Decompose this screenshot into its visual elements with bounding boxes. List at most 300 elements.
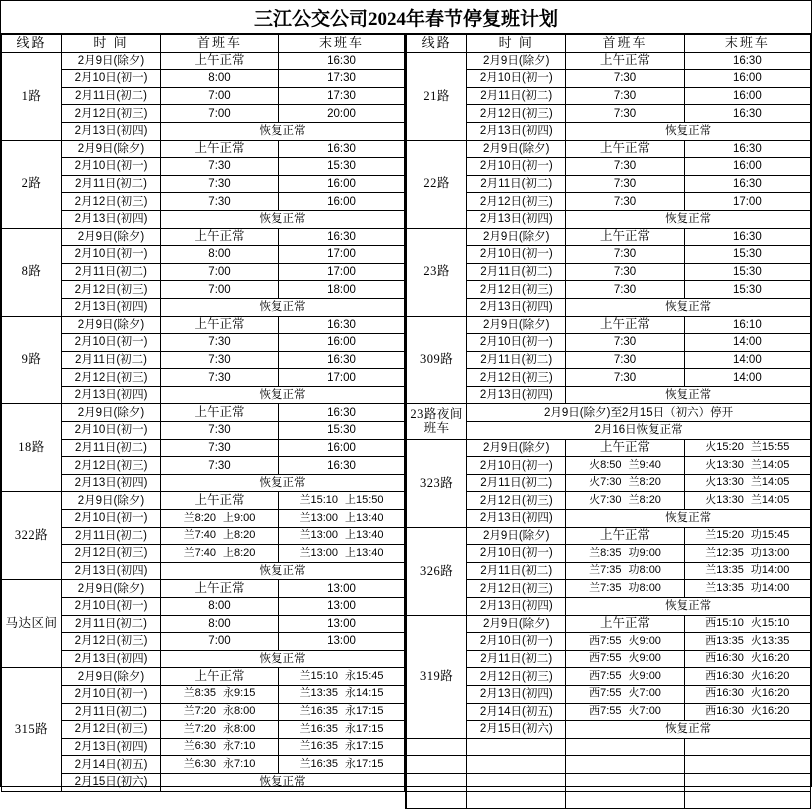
time-pair [566, 706, 683, 718]
time-pair [566, 671, 683, 683]
time-pair [161, 548, 278, 560]
time-segment: 上8:20 [223, 529, 256, 542]
time-segment: 永7:10 [223, 740, 256, 753]
last-bus-cell: 16:30 [684, 175, 810, 193]
empty-cell [467, 773, 566, 791]
time-segment: 兰7:20 [183, 722, 216, 735]
table-row [2, 650, 405, 668]
first-bus-cell: 上午正常 [566, 140, 684, 158]
last-bus-cell [279, 685, 405, 703]
time-pair [566, 583, 683, 595]
col-header-time: 时 间 [62, 35, 161, 53]
first-bus-cell: 7:30 [566, 105, 684, 123]
first-bus-cell [161, 510, 279, 528]
time-segment: 兰12:35 [705, 546, 744, 559]
table-row [2, 404, 405, 422]
date-cell: 2月12日(初三) [467, 193, 566, 211]
last-bus-cell: 16:30 [684, 105, 810, 123]
time-segment: 火7:30 [589, 493, 622, 506]
empty-cell [566, 756, 684, 774]
table-row [407, 791, 811, 809]
date-cell: 2月12日(初三) [62, 633, 161, 651]
time-segment: 永17:15 [345, 722, 384, 735]
date-cell: 2月13日(初四) [62, 298, 161, 316]
first-bus-cell [566, 633, 684, 651]
time-segment: 永14:15 [345, 687, 384, 700]
time-segment: 火13:30 [705, 458, 744, 471]
time-segment: 火16:20 [750, 652, 790, 665]
resume-normal-note: 恢复正常 [161, 298, 405, 316]
route-label: 18路 [2, 404, 62, 492]
date-cell: 2月10日(初一) [62, 334, 161, 352]
date-cell: 2月15日(初六) [467, 721, 566, 739]
table-row [407, 738, 811, 756]
table-row [407, 175, 811, 193]
route-label-line: 23路夜间 [410, 407, 463, 422]
table-row [407, 492, 811, 510]
time-segment: 功14:00 [750, 564, 790, 577]
col-header-first-bus: 首班车 [161, 35, 279, 53]
table-row [2, 773, 405, 791]
resume-normal-note: 恢复正常 [566, 510, 811, 528]
table-row [407, 52, 811, 70]
empty-cell [566, 791, 684, 809]
date-cell: 2月10日(初一) [467, 334, 566, 352]
route-label: 马达区间 [2, 580, 62, 668]
time-segment: 兰16:35 [299, 705, 338, 718]
resume-normal-note: 恢复正常 [161, 210, 405, 228]
table-row [2, 457, 405, 475]
date-cell: 2月14日(初五) [62, 756, 161, 774]
table-row [407, 316, 811, 334]
table-row [2, 158, 405, 176]
date-cell: 2月12日(初三) [467, 668, 566, 686]
table-row [407, 246, 811, 264]
empty-cell [566, 773, 684, 791]
date-cell: 2月13日(初四) [62, 650, 161, 668]
route-label: 21路 [407, 52, 467, 140]
time-segment: 兰16:35 [299, 722, 338, 735]
date-cell: 2月9日(除夕) [467, 439, 566, 457]
first-bus-cell: 上午正常 [161, 668, 279, 686]
time-segment: 兰13:35 [299, 687, 338, 700]
time-pair [685, 618, 810, 630]
time-segment: 功14:00 [750, 581, 790, 594]
first-bus-cell: 7:30 [566, 193, 684, 211]
resume-normal-note: 恢复正常 [566, 210, 811, 228]
time-segment: 西16:30 [705, 687, 744, 700]
time-pair [279, 530, 404, 542]
table-row [407, 457, 811, 475]
time-segment: 兰8:35 [589, 546, 622, 559]
time-segment: 西13:35 [705, 634, 744, 647]
time-segment: 火16:20 [750, 687, 790, 700]
date-cell: 2月13日(初四) [467, 685, 566, 703]
time-segment: 兰7:40 [183, 529, 216, 542]
table-row [407, 633, 811, 651]
time-segment: 火15:20 [705, 441, 744, 454]
date-cell: 2月10日(初一) [62, 422, 161, 440]
last-bus-cell: 17:30 [279, 70, 405, 88]
date-cell: 2月10日(初一) [62, 158, 161, 176]
table-row [2, 510, 405, 528]
date-cell: 2月10日(初一) [62, 510, 161, 528]
table-row [407, 105, 811, 123]
time-segment: 西16:30 [705, 705, 744, 718]
time-segment: 火13:35 [750, 634, 790, 647]
table-row [407, 703, 811, 721]
last-bus-cell: 16:30 [684, 228, 810, 246]
table-row [2, 474, 405, 492]
first-bus-cell: 上午正常 [161, 316, 279, 334]
table-row [2, 386, 405, 404]
time-pair [161, 706, 278, 718]
time-segment: 兰14:05 [750, 458, 790, 471]
table-row [2, 439, 405, 457]
left-schedule-table [1, 34, 405, 792]
first-bus-cell [566, 580, 684, 598]
last-bus-cell: 15:30 [684, 246, 810, 264]
empty-cell [467, 756, 566, 774]
first-bus-cell: 7:30 [161, 334, 279, 352]
last-bus-cell: 16:00 [279, 334, 405, 352]
date-cell: 2月10日(初一) [467, 158, 566, 176]
table-row [2, 175, 405, 193]
empty-cell [566, 738, 684, 756]
time-segment: 永8:00 [223, 705, 256, 718]
header-row [2, 35, 405, 53]
table-row [2, 369, 405, 387]
table-row [2, 580, 405, 598]
time-segment: 兰14:05 [750, 493, 790, 506]
first-bus-cell [566, 474, 684, 492]
table-row [407, 598, 811, 616]
last-bus-cell [684, 685, 810, 703]
table-row [2, 140, 405, 158]
right-table-panel [406, 34, 811, 809]
time-pair [279, 671, 404, 683]
date-cell: 2月9日(除夕) [62, 668, 161, 686]
route-label-line: 班车 [423, 420, 450, 435]
first-bus-cell [566, 650, 684, 668]
first-bus-cell: 7:30 [566, 158, 684, 176]
table-row [407, 334, 811, 352]
date-cell: 2月13日(初四) [467, 386, 566, 404]
time-segment: 兰13:35 [705, 581, 744, 594]
resume-normal-note: 恢复正常 [161, 650, 405, 668]
date-cell: 2月10日(初一) [467, 457, 566, 475]
last-bus-cell: 16:30 [684, 140, 810, 158]
table-row [407, 122, 811, 140]
table-row [407, 210, 811, 228]
last-bus-cell [684, 545, 810, 563]
first-bus-cell: 7:30 [566, 334, 684, 352]
time-pair [279, 706, 404, 718]
time-segment: 火16:20 [750, 669, 790, 682]
time-pair [279, 759, 404, 771]
date-cell: 2月11日(初二) [62, 527, 161, 545]
table-row [407, 158, 811, 176]
time-pair [161, 688, 278, 700]
date-cell: 2月13日(初四) [62, 386, 161, 404]
time-segment: 火8:50 [589, 458, 622, 471]
last-bus-cell: 14:00 [684, 351, 810, 369]
time-pair [685, 653, 810, 665]
time-segment: 上8:20 [223, 546, 256, 559]
table-row [2, 527, 405, 545]
time-pair [685, 671, 810, 683]
time-pair [161, 741, 278, 753]
time-segment: 永15:45 [345, 669, 384, 682]
last-bus-cell: 16:00 [684, 70, 810, 88]
time-pair [566, 636, 683, 648]
first-bus-cell: 7:30 [161, 175, 279, 193]
right-table-head [407, 35, 811, 53]
table-row [407, 668, 811, 686]
last-bus-cell [684, 650, 810, 668]
header-row [407, 35, 811, 53]
time-segment: 西15:10 [705, 617, 744, 630]
date-cell: 2月10日(初一) [467, 545, 566, 563]
last-bus-cell: 16:00 [279, 175, 405, 193]
date-cell: 2月12日(初三) [62, 369, 161, 387]
time-pair [161, 530, 278, 542]
date-cell: 2月9日(除夕) [467, 228, 566, 246]
first-bus-cell: 7:00 [161, 263, 279, 281]
last-bus-cell: 17:00 [279, 263, 405, 281]
last-bus-cell: 13:00 [279, 633, 405, 651]
date-cell: 2月12日(初三) [62, 281, 161, 299]
first-bus-cell: 7:30 [161, 457, 279, 475]
first-bus-cell: 7:00 [161, 281, 279, 299]
date-cell: 2月10日(初一) [467, 633, 566, 651]
title-bar [1, 1, 811, 34]
time-pair [685, 548, 810, 560]
first-bus-cell [566, 685, 684, 703]
table-row [407, 615, 811, 633]
date-cell: 2月10日(初一) [467, 70, 566, 88]
first-bus-cell: 上午正常 [566, 316, 684, 334]
time-segment: 兰13:35 [705, 564, 744, 577]
date-cell: 2月15日(初六) [62, 773, 161, 791]
date-cell: 2月11日(初二) [467, 351, 566, 369]
last-bus-cell: 17:00 [279, 246, 405, 264]
resume-normal-note: 恢复正常 [566, 721, 811, 739]
table-row [2, 87, 405, 105]
first-bus-cell: 7:30 [161, 193, 279, 211]
first-bus-cell: 8:00 [161, 70, 279, 88]
time-pair [566, 495, 683, 507]
time-segment: 兰6:30 [183, 740, 216, 753]
date-cell: 2月10日(初一) [62, 598, 161, 616]
time-segment: 兰15:20 [705, 529, 744, 542]
first-bus-cell [161, 756, 279, 774]
time-pair [566, 460, 683, 472]
time-segment: 西16:30 [705, 669, 744, 682]
route-label: 8路 [2, 228, 62, 316]
first-bus-cell: 8:00 [161, 598, 279, 616]
table-row [407, 404, 811, 422]
date-cell: 2月10日(初一) [467, 246, 566, 264]
resume-normal-note: 恢复正常 [161, 562, 405, 580]
left-table-panel [1, 34, 406, 809]
route-label: 23路 [407, 228, 467, 316]
table-row [407, 70, 811, 88]
date-cell: 2月13日(初四) [62, 122, 161, 140]
time-segment: 兰7:40 [183, 546, 216, 559]
first-bus-cell: 7:30 [566, 87, 684, 105]
date-cell: 2月13日(初四) [62, 210, 161, 228]
tables-area [1, 34, 811, 809]
table-row [2, 52, 405, 70]
table-row [2, 721, 405, 739]
first-bus-cell: 7:30 [161, 369, 279, 387]
last-bus-cell: 16:00 [684, 87, 810, 105]
date-cell: 2月9日(除夕) [467, 140, 566, 158]
empty-cell [684, 791, 810, 809]
empty-cell [467, 738, 566, 756]
first-bus-cell [566, 703, 684, 721]
last-bus-cell: 15:30 [684, 281, 810, 299]
last-bus-cell [684, 615, 810, 633]
last-bus-cell: 15:30 [279, 158, 405, 176]
last-bus-cell [279, 721, 405, 739]
empty-cell [407, 756, 467, 774]
table-row [2, 562, 405, 580]
first-bus-cell: 7:30 [566, 175, 684, 193]
last-bus-cell: 16:30 [279, 316, 405, 334]
route-label: 309路 [407, 316, 467, 404]
route-label: 22路 [407, 140, 467, 228]
last-bus-cell: 16:00 [684, 158, 810, 176]
date-cell: 2月11日(初二) [62, 439, 161, 457]
time-pair [685, 460, 810, 472]
time-segment: 兰6:30 [183, 757, 216, 770]
time-segment: 功9:00 [628, 546, 661, 559]
last-bus-cell: 20:00 [279, 105, 405, 123]
date-cell: 2月12日(初三) [467, 281, 566, 299]
time-segment: 兰14:05 [750, 476, 790, 489]
table-row [407, 685, 811, 703]
date-cell: 2月13日(初四) [467, 510, 566, 528]
resume-normal-note: 恢复正常 [161, 474, 405, 492]
time-segment: 兰13:00 [299, 511, 338, 524]
time-segment: 兰8:20 [628, 476, 661, 489]
time-pair [685, 636, 810, 648]
first-bus-cell: 7:00 [161, 105, 279, 123]
right-schedule-table [406, 34, 811, 809]
time-segment: 上13:40 [345, 546, 384, 559]
time-pair [279, 688, 404, 700]
route-label: 9路 [2, 316, 62, 404]
time-pair [279, 513, 404, 525]
last-bus-cell: 16:30 [279, 457, 405, 475]
first-bus-cell: 上午正常 [161, 52, 279, 70]
date-cell: 2月9日(除夕) [467, 52, 566, 70]
first-bus-cell [161, 703, 279, 721]
first-bus-cell [161, 527, 279, 545]
table-row [407, 439, 811, 457]
last-bus-cell [684, 580, 810, 598]
route-label: 1路 [2, 52, 62, 140]
time-segment: 兰13:00 [299, 529, 338, 542]
date-cell: 2月13日(初四) [467, 210, 566, 228]
time-segment: 兰15:10 [299, 493, 338, 506]
date-cell: 2月10日(初一) [62, 246, 161, 264]
last-bus-cell: 14:00 [684, 334, 810, 352]
route-label: 323路 [407, 439, 467, 527]
time-segment: 兰8:20 [628, 493, 661, 506]
last-bus-cell: 15:30 [684, 263, 810, 281]
time-segment: 火15:10 [750, 617, 790, 630]
date-cell: 2月9日(除夕) [62, 52, 161, 70]
time-pair [566, 653, 683, 665]
col-header-time: 时 间 [467, 35, 566, 53]
last-bus-cell: 16:30 [279, 52, 405, 70]
table-row [407, 650, 811, 668]
route-label: 319路 [407, 615, 467, 738]
table-row [2, 756, 405, 774]
time-segment: 功8:00 [628, 564, 661, 577]
table-row [407, 228, 811, 246]
time-pair [685, 477, 810, 489]
first-bus-cell [566, 668, 684, 686]
time-segment: 永17:15 [345, 705, 384, 718]
date-cell: 2月12日(初三) [62, 105, 161, 123]
date-cell: 2月11日(初二) [62, 263, 161, 281]
first-bus-cell [161, 721, 279, 739]
table-row [2, 70, 405, 88]
time-segment: 功13:00 [750, 546, 790, 559]
last-bus-cell [684, 492, 810, 510]
time-segment: 永8:00 [223, 722, 256, 735]
first-bus-cell: 上午正常 [161, 228, 279, 246]
date-cell: 2月9日(除夕) [62, 316, 161, 334]
resume-normal-note: 恢复正常 [566, 598, 811, 616]
first-bus-cell [566, 457, 684, 475]
time-pair [685, 688, 810, 700]
first-bus-cell: 7:30 [566, 281, 684, 299]
first-bus-cell: 7:30 [161, 158, 279, 176]
table-row [2, 685, 405, 703]
time-pair [685, 442, 810, 454]
table-row [2, 210, 405, 228]
first-bus-cell [566, 492, 684, 510]
first-bus-cell: 7:30 [566, 263, 684, 281]
time-segment: 永7:10 [223, 757, 256, 770]
date-cell: 2月11日(初二) [467, 562, 566, 580]
last-bus-cell [684, 633, 810, 651]
date-cell: 2月9日(除夕) [62, 580, 161, 598]
table-row [407, 756, 811, 774]
first-bus-cell: 上午正常 [566, 228, 684, 246]
route-note: 2月16日恢复正常 [467, 422, 811, 440]
time-segment: 兰7:35 [589, 581, 622, 594]
date-cell: 2月9日(除夕) [467, 615, 566, 633]
time-segment: 火13:30 [705, 493, 744, 506]
time-segment: 火9:00 [628, 669, 661, 682]
resume-normal-note: 恢复正常 [566, 298, 811, 316]
date-cell: 2月9日(除夕) [62, 404, 161, 422]
right-table-body [407, 52, 811, 809]
time-segment: 上13:40 [345, 511, 384, 524]
table-row [407, 562, 811, 580]
left-table-head [2, 35, 405, 53]
table-row [2, 545, 405, 563]
last-bus-cell: 13:00 [279, 615, 405, 633]
time-pair [279, 548, 404, 560]
time-segment: 西7:55 [589, 687, 622, 700]
